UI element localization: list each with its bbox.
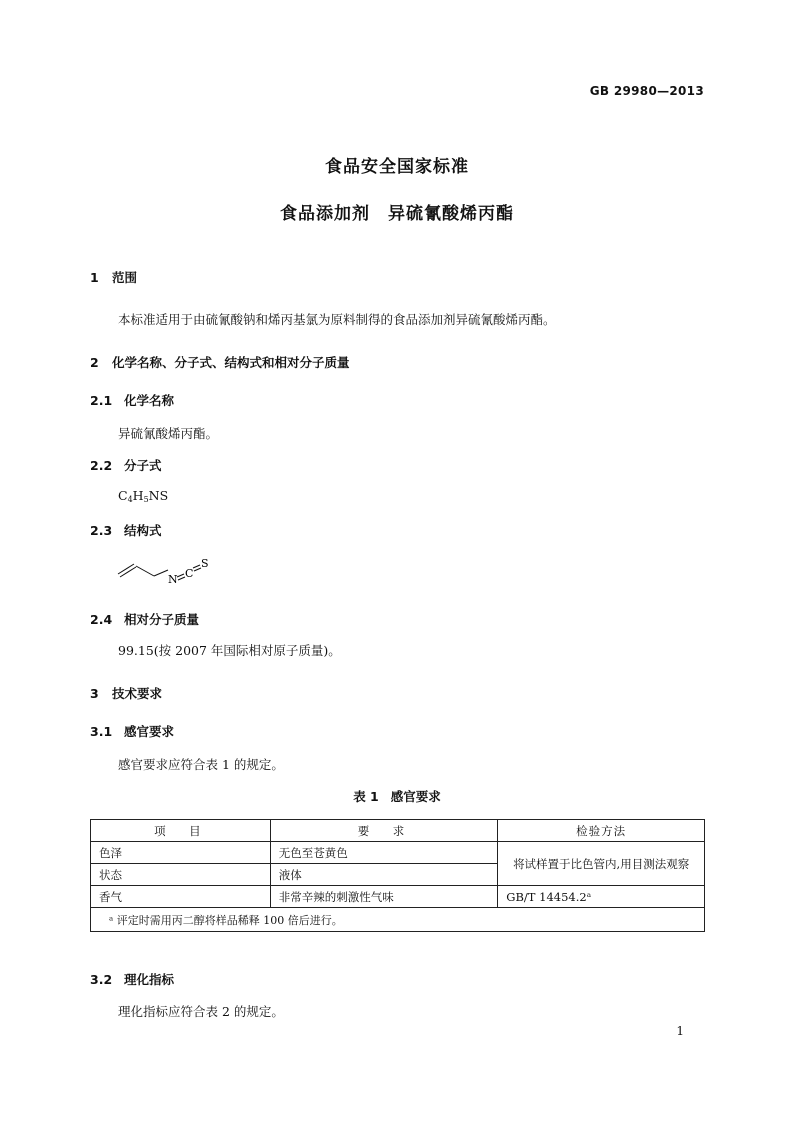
cell-item: 状态 bbox=[91, 864, 271, 886]
section-title: 感官要求 bbox=[124, 724, 175, 739]
section-heading-2-3 bbox=[90, 521, 162, 539]
cell-requirement: 无色至苍黄色 bbox=[270, 842, 498, 864]
section-heading-3 bbox=[90, 684, 162, 702]
section-title: 相对分子质量 bbox=[124, 612, 200, 627]
section-number: 2 bbox=[90, 355, 99, 370]
standard-code: GB 29980—2013 bbox=[589, 84, 704, 98]
formula-element-c: C bbox=[118, 488, 128, 503]
bond-c-s-b bbox=[194, 568, 201, 571]
bond-c-s-a bbox=[193, 565, 200, 568]
section-title: 范围 bbox=[112, 270, 138, 285]
bond-single bbox=[136, 566, 154, 576]
page-number: 1 bbox=[676, 1024, 684, 1038]
molecular-mass-text: 99.15(按 2007 年国际相对原子质量)。 bbox=[118, 643, 341, 658]
table-1-caption bbox=[0, 787, 794, 805]
section-title: 化学名称 bbox=[124, 393, 175, 408]
column-header-method: 检验方法 bbox=[498, 820, 705, 842]
section-number: 3.2 bbox=[90, 972, 113, 987]
section-heading-3-1 bbox=[90, 722, 174, 740]
formula-subscript-c: 4 bbox=[127, 495, 133, 504]
formula-subscript-h: 5 bbox=[143, 495, 149, 504]
cell-requirement: 非常辛辣的刺激性气味 bbox=[270, 886, 498, 908]
table-header-row bbox=[91, 820, 705, 842]
table-row bbox=[91, 842, 705, 864]
section-number: 2.2 bbox=[90, 458, 113, 473]
section-title: 技术要求 bbox=[112, 686, 163, 701]
section-title: 分子式 bbox=[124, 458, 162, 473]
atom-c: C bbox=[185, 567, 194, 580]
section-heading-2-1 bbox=[90, 391, 174, 409]
section-title: 结构式 bbox=[124, 523, 162, 538]
bond-n-c-b bbox=[178, 577, 185, 580]
formula-element-h: H bbox=[132, 488, 144, 503]
section-1-text: 本标准适用于由硫氰酸钠和烯丙基氯为原料制得的食品添加剂异硫氰酸烯丙酯。 bbox=[118, 312, 556, 327]
section-heading-1 bbox=[90, 268, 137, 286]
section-number: 3 bbox=[90, 686, 99, 701]
section-number: 3.1 bbox=[90, 724, 113, 739]
section-heading-3-2 bbox=[90, 970, 174, 988]
cell-requirement: 液体 bbox=[270, 864, 498, 886]
bond-double-b bbox=[120, 567, 136, 577]
atom-n: N bbox=[168, 573, 178, 586]
atom-s: S bbox=[201, 557, 209, 570]
table-row bbox=[91, 886, 705, 908]
table-caption-title: 感官要求 bbox=[390, 789, 441, 804]
document-title-line1: 食品安全国家标准 bbox=[325, 157, 469, 177]
section-title: 化学名称、分子式、结构式和相对分子质量 bbox=[112, 355, 350, 370]
physicochemical-requirement-text: 理化指标应符合表 2 的规定。 bbox=[118, 1004, 284, 1019]
sensory-requirements-table bbox=[90, 819, 705, 932]
section-heading-2-4 bbox=[90, 610, 199, 628]
section-number: 2.3 bbox=[90, 523, 113, 538]
column-header-item: 项 目 bbox=[91, 820, 271, 842]
table-footnote: ᵃ 评定时需用丙二醇将样品稀释 100 倍后进行。 bbox=[91, 908, 705, 932]
table-caption-number: 表 1 bbox=[353, 789, 379, 804]
cell-method-merged: 将试样置于比色管内,用目测法观察 bbox=[498, 842, 705, 886]
section-heading-2 bbox=[90, 353, 350, 371]
section-title: 理化指标 bbox=[124, 972, 175, 987]
cell-item: 色泽 bbox=[91, 842, 271, 864]
section-number: 2.1 bbox=[90, 393, 113, 408]
molecular-formula bbox=[118, 488, 168, 504]
bond-single-2 bbox=[154, 570, 168, 576]
document-title-line2: 食品添加剂 异硫氰酸烯丙酯 bbox=[280, 204, 514, 224]
bond-n-c-a bbox=[177, 574, 184, 577]
column-header-requirement: 要 求 bbox=[270, 820, 498, 842]
chemical-name-text: 异硫氰酸烯丙酯。 bbox=[118, 426, 219, 441]
section-number: 1 bbox=[90, 270, 99, 285]
cell-item: 香气 bbox=[91, 886, 271, 908]
formula-element-rest: NS bbox=[148, 488, 169, 503]
cell-method: GB/T 14454.2ᵃ bbox=[498, 886, 705, 908]
sensory-requirement-text: 感官要求应符合表 1 的规定。 bbox=[118, 757, 284, 772]
bond-double-a bbox=[118, 564, 134, 574]
section-heading-2-2 bbox=[90, 456, 162, 474]
table-footnote-row bbox=[91, 908, 705, 932]
section-number: 2.4 bbox=[90, 612, 113, 627]
structural-formula bbox=[116, 552, 216, 588]
